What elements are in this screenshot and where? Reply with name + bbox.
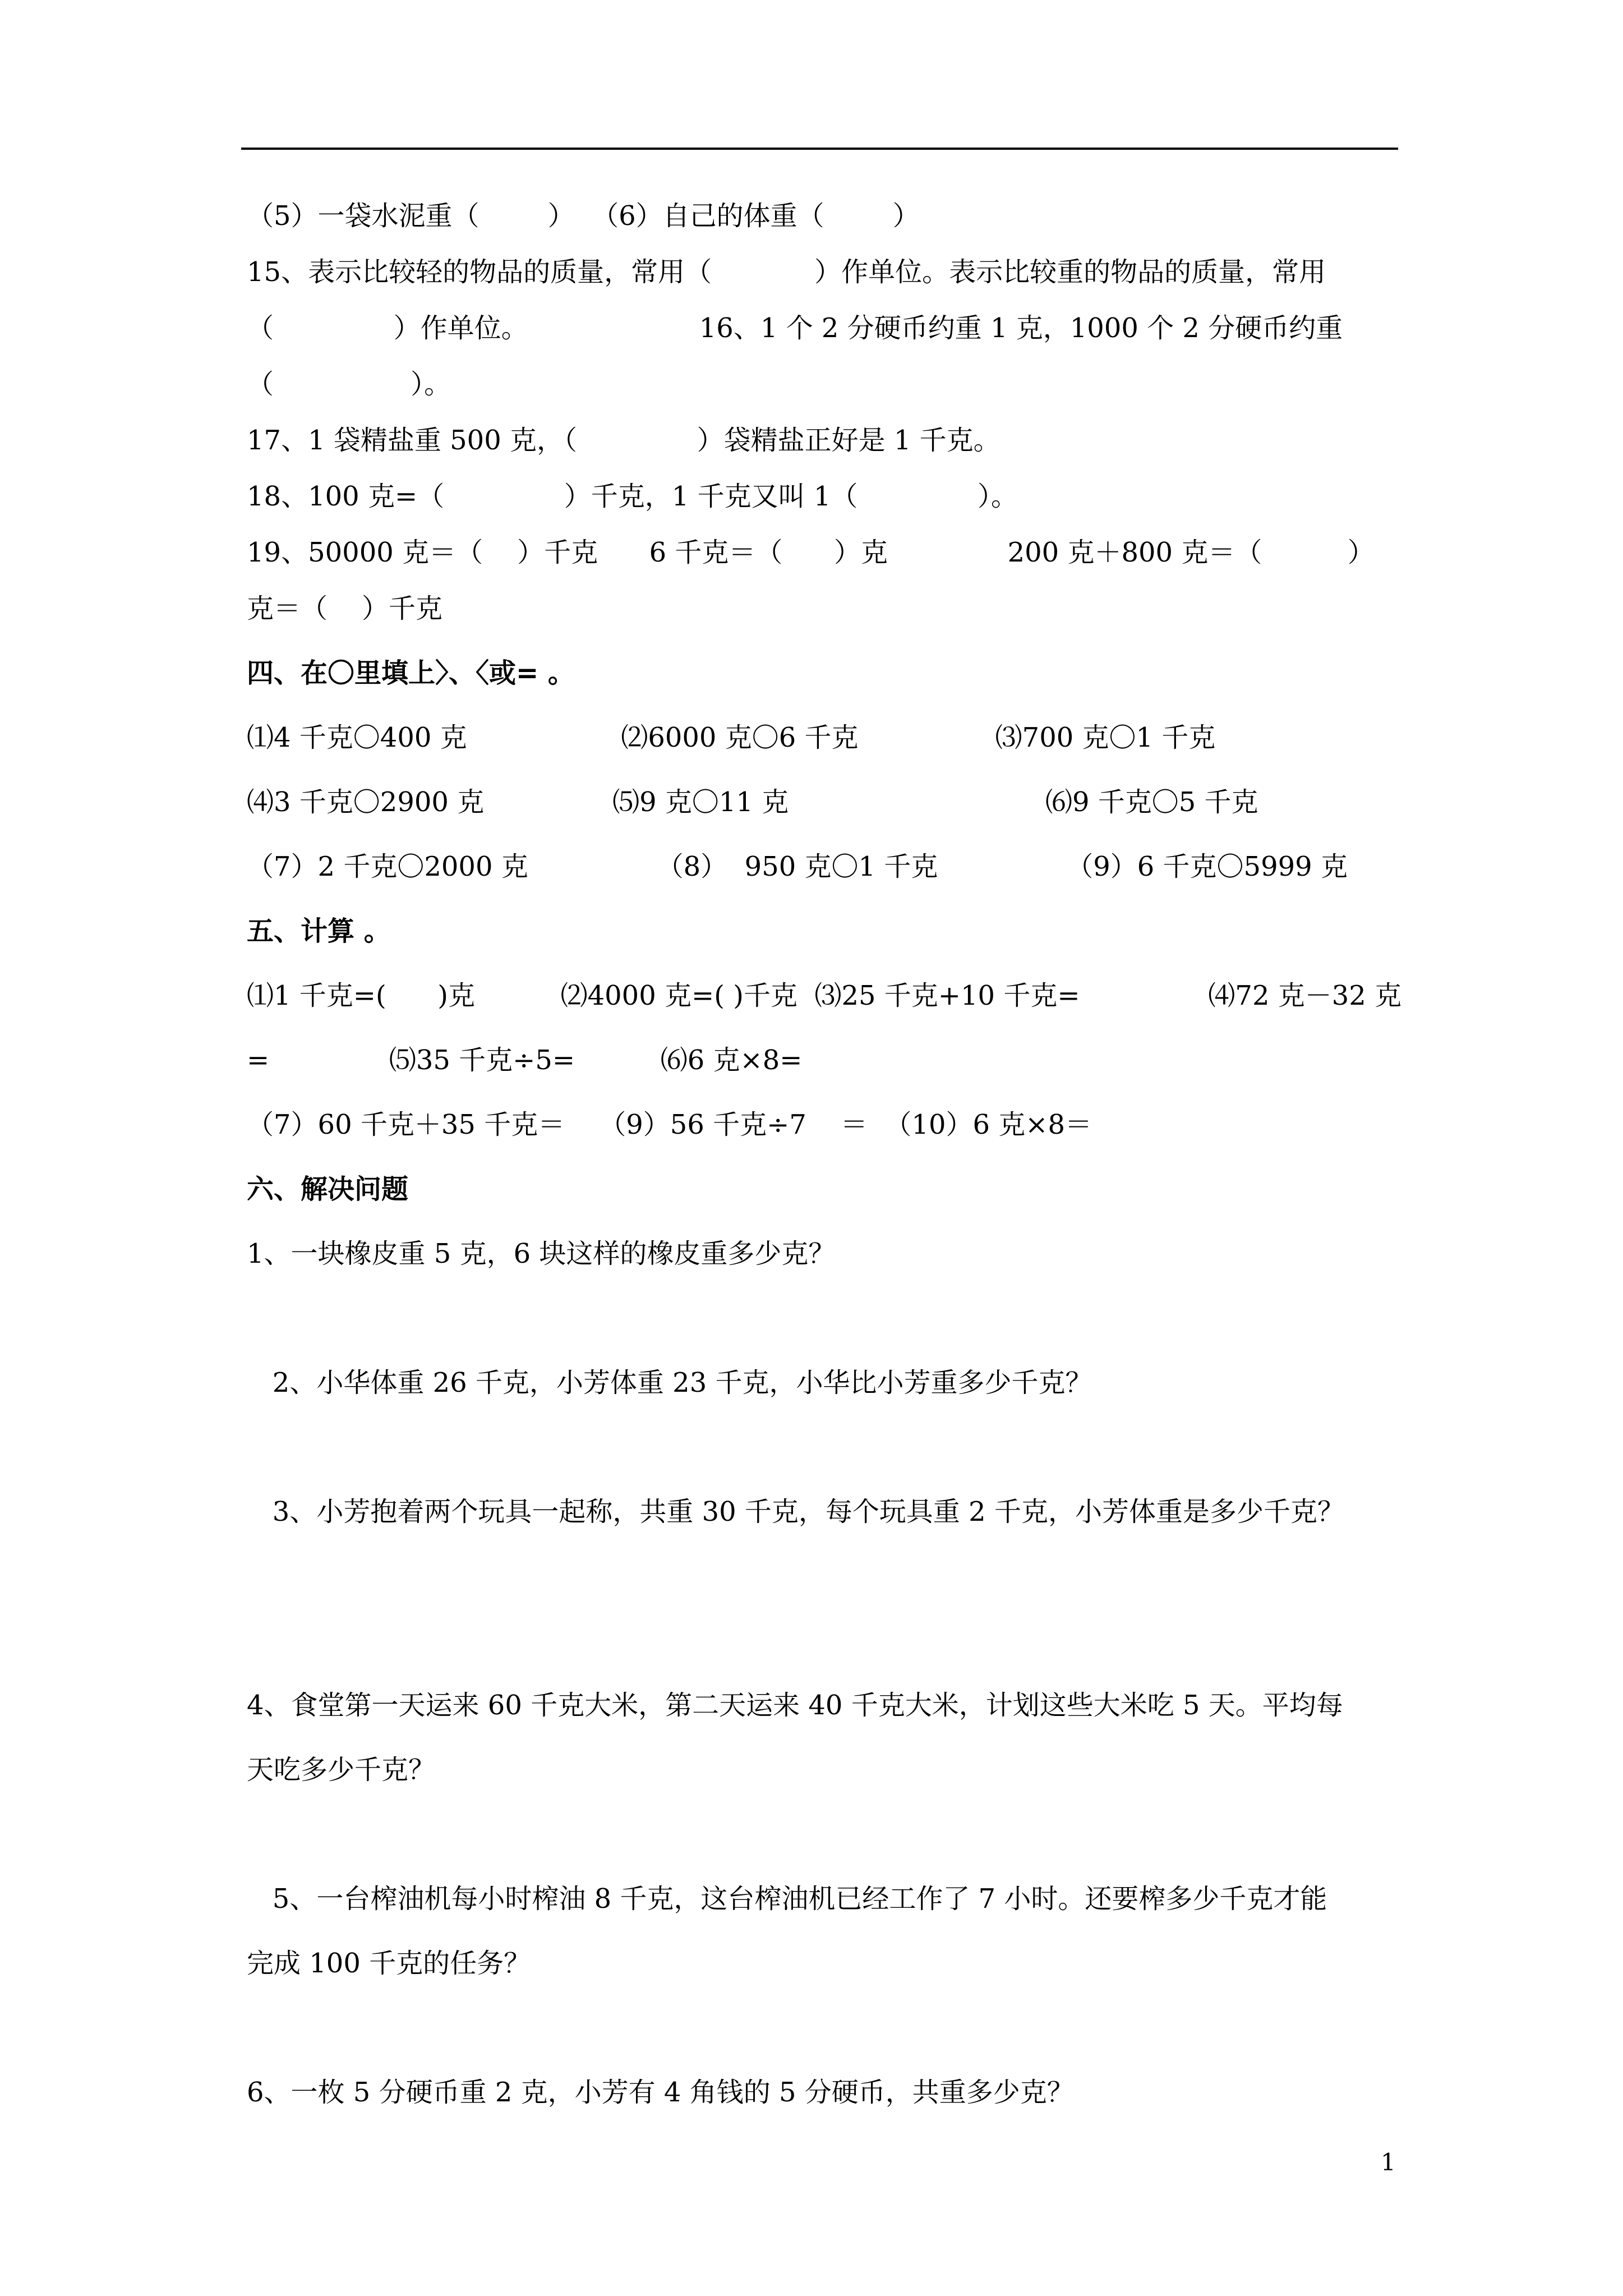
question-line: （5）一袋水泥重（ ） （6）自己的体重（ ）: [247, 200, 920, 232]
problem-line: 6、一枚 5 分硬币重 2 克，小芳有 4 角钱的 5 分硬币，共重多少克？: [247, 2077, 1074, 2108]
header-rule: [241, 148, 1398, 150]
problem-line: 1、一块橡皮重 5 克，6 块这样的橡皮重多少克？: [247, 1238, 836, 1269]
question-line: 19、50000 克＝（ ）千克 6 千克＝（ ）克 200 克＋800 克＝（ ）: [247, 537, 1375, 568]
question-line: （ ）。: [247, 369, 451, 400]
problem-line: 5、一台榨油机每小时榨油 8 千克，这台榨油机已经工作了 7 小时。还要榨多少千克才能: [247, 1883, 1327, 1915]
question-line: 17、1 袋精盐重 500 克，（ ）袋精盐正好是 1 千克。: [247, 425, 1000, 456]
question-line: = ⑸35 千克÷5= ⑹6 克×8=: [247, 1045, 803, 1076]
problem-line: 完成 100 千克的任务？: [247, 1948, 531, 1979]
question-line: 克＝（ ）千克: [247, 593, 443, 624]
problem-line: 4、食堂第一天运来 60 千克大米，第二天运来 40 千克大米，计划这些大米吃 5 天。平均每: [247, 1690, 1343, 1721]
question-line: 18、100 克=（ ）千克，1 千克又叫 1（ ）。: [247, 481, 1018, 512]
problem-line: 3、小芳抱着两个玩具一起称，共重 30 千克，每个玩具重 2 千克，小芳体重是多少千克？: [247, 1496, 1344, 1527]
question-line: （7）2 千克〇2000 克 （8） 950 克〇1 千克 （9）6 千克〇5999 克: [247, 851, 1348, 882]
section-heading: 五、计算 。: [247, 915, 391, 947]
question-line: 15、表示比较轻的物品的质量，常用（ ）作单位。表示比较重的物品的质量，常用: [247, 256, 1326, 288]
question-line: （7）60 千克＋35 千克＝ （9）56 千克÷7 ＝ （10）6 克×8＝: [247, 1109, 1092, 1140]
problem-line: 天吃多少千克？: [247, 1754, 436, 1786]
question-line: ⑷3 千克〇2900 克 ⑸9 克〇11 克 ⑹9 千克〇5 千克: [247, 786, 1258, 818]
question-line: ⑴1 千克=( )克 ⑵4000 克=( )千克 ⑶25 千克+10 千克= ⑷72 克－32 克: [247, 980, 1402, 1011]
question-line: ⑴4 千克〇400 克 ⑵6000 克〇6 千克 ⑶700 克〇1 千克: [247, 722, 1216, 753]
page-number: 1: [1381, 2148, 1396, 2176]
question-line: （ ）作单位。 16、1 个 2 分硬币约重 1 克，1000 个 2 分硬币约重: [247, 312, 1343, 344]
section-heading: 四、在〇里填上〉、〈或= 。: [247, 657, 575, 689]
section-heading: 六、解决问题: [247, 1174, 409, 1205]
problem-line: 2、小华体重 26 千克，小芳体重 23 千克，小华比小芳重多少千克？: [247, 1367, 1092, 1398]
